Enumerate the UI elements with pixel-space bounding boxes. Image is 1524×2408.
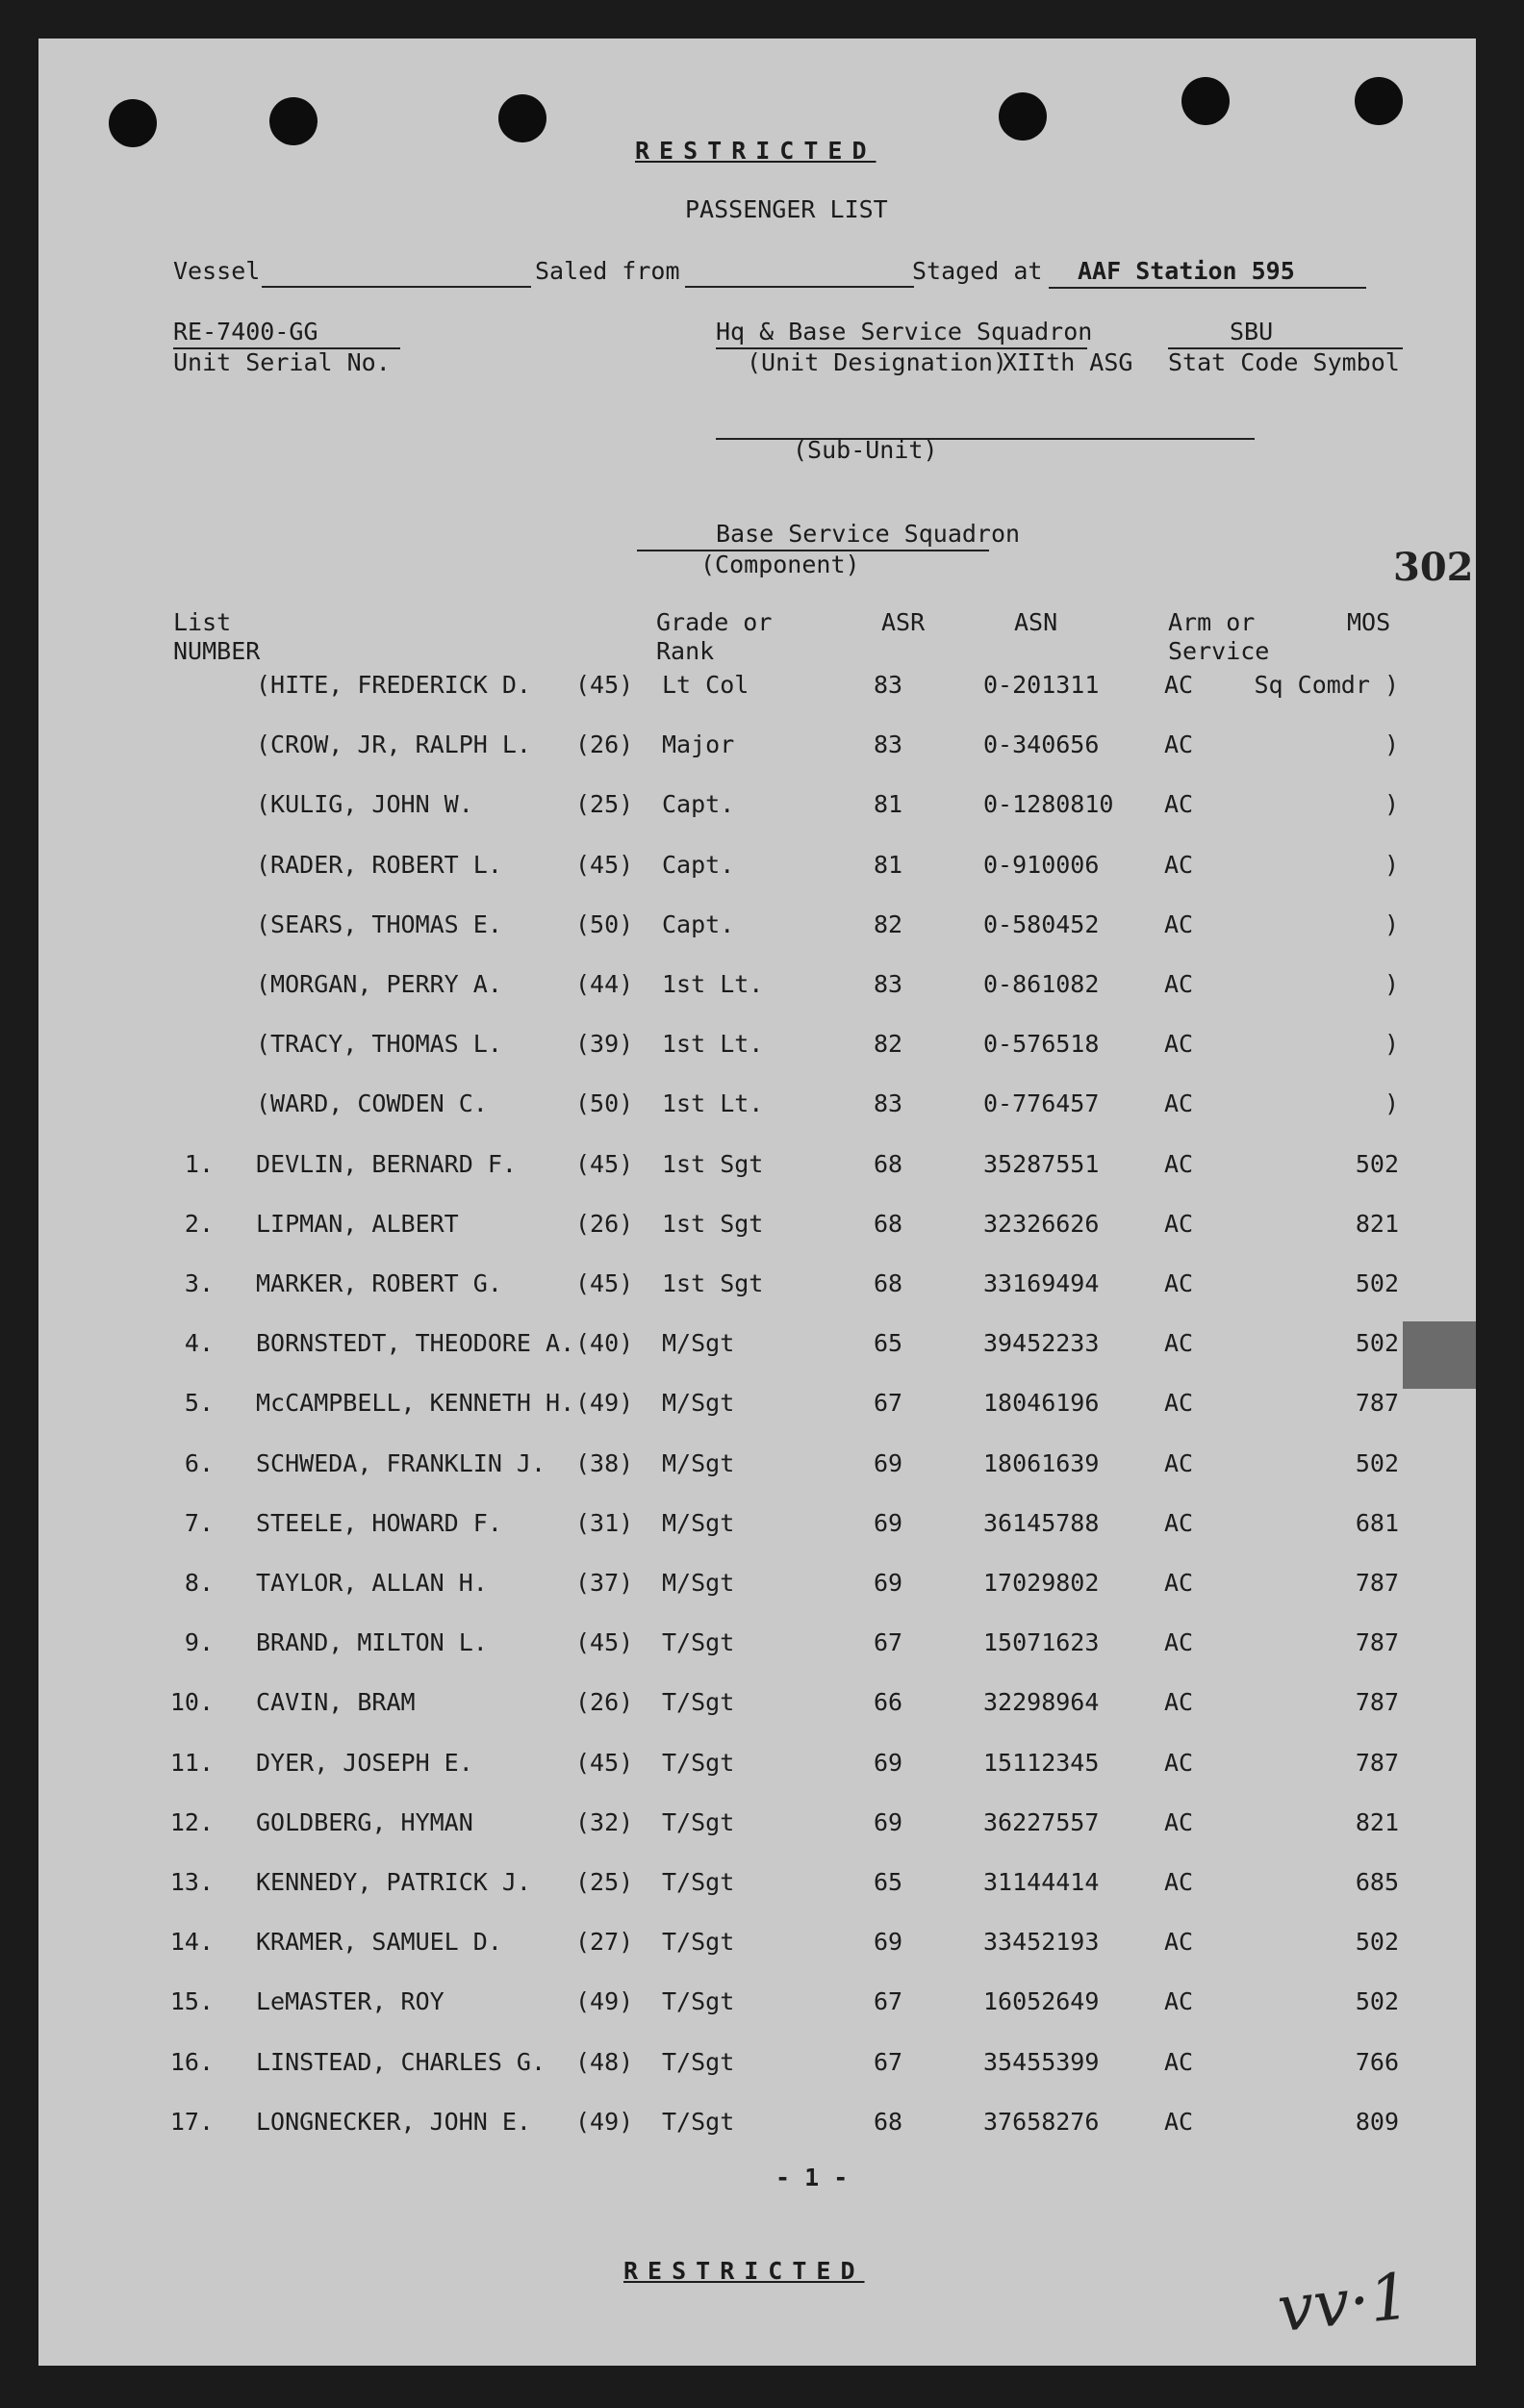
col-header-asn: ASN [1014,608,1058,636]
row-grade: M/Sgt [662,1509,735,1537]
row-mos: 809 [1355,2108,1399,2136]
row-arm: AC [1164,1269,1194,1297]
row-mos: 821 [1355,1808,1399,1836]
row-asr: 67 [874,1389,903,1417]
row-age: (26) [575,730,634,758]
row-arm: AC [1164,1449,1194,1477]
row-mos: 502 [1355,1329,1399,1357]
index-tab [1403,1321,1476,1389]
row-age: (45) [575,671,634,699]
row-age: (31) [575,1509,634,1537]
row-asn: 0-576518 [983,1030,1100,1058]
row-asr: 83 [874,970,903,998]
unit-designation-value: Hq & Base Service Squadron [716,318,1093,346]
row-name: DEVLIN, BERNARD F. [256,1150,517,1178]
row-name: MARKER, ROBERT G. [256,1269,502,1297]
classification-top: RESTRICTED [635,137,876,165]
row-arm: AC [1164,1928,1194,1956]
row-arm: AC [1164,851,1194,879]
row-mos: 502 [1355,1449,1399,1477]
row-grade: T/Sgt [662,1688,735,1716]
row-asr: 69 [874,1449,903,1477]
row-asn: 0-340656 [983,730,1100,758]
row-grade: T/Sgt [662,2048,735,2076]
row-asr: 81 [874,851,903,879]
row-asr: 69 [874,1808,903,1836]
row-arm: AC [1164,1628,1194,1656]
row-arm: AC [1164,730,1194,758]
row-list-number: 11. [169,1749,214,1777]
unit-serial-label: Unit Serial No. [173,348,391,376]
stat-code-label: Stat Code Symbol [1168,348,1400,376]
row-arm: AC [1164,2048,1194,2076]
row-mos: 502 [1355,1928,1399,1956]
row-arm: AC [1164,2108,1194,2136]
row-age: (49) [575,1987,634,2015]
row-asr: 82 [874,910,903,938]
sailed-from-label: Saled from [535,257,680,285]
row-grade: T/Sgt [662,1868,735,1896]
row-name: BRAND, MILTON L. [256,1628,488,1656]
row-asr: 83 [874,730,903,758]
row-asn: 31144414 [983,1868,1100,1896]
unit-designation-label: (Unit Designation) [747,348,1007,376]
row-grade: T/Sgt [662,1987,735,2015]
staged-at-field-line [1049,287,1366,289]
row-list-number: 13. [169,1868,214,1896]
row-mos: 681 [1355,1509,1399,1537]
row-name: LIPMAN, ALBERT [256,1210,459,1238]
row-asn: 0-201311 [983,671,1100,699]
row-list-number: 5. [184,1389,214,1417]
row-grade: Lt Col [662,671,749,699]
stat-code-value: SBU [1230,318,1274,346]
row-grade: 1st Sgt [662,1150,764,1178]
row-asn: 39452233 [983,1329,1100,1357]
row-list-number: 7. [184,1509,214,1537]
row-asr: 68 [874,1269,903,1297]
row-asn: 33169494 [983,1269,1100,1297]
row-asn: 0-580452 [983,910,1100,938]
row-age: (48) [575,2048,634,2076]
col-header-list: List [173,608,232,636]
row-asn: 16052649 [983,1987,1100,2015]
col-header-arm: Arm or [1168,608,1256,636]
row-list-number: 2. [184,1210,214,1238]
row-list-number: 1. [184,1150,214,1178]
row-mos: 787 [1355,1628,1399,1656]
row-list-number: 9. [184,1628,214,1656]
row-grade: M/Sgt [662,1389,735,1417]
binder-hole [109,99,157,147]
row-grade: 1st Lt. [662,1089,764,1117]
row-grade: Capt. [662,790,735,818]
row-arm: AC [1164,1089,1194,1117]
row-arm: AC [1164,910,1194,938]
row-arm: AC [1164,1987,1194,2015]
row-asn: 32326626 [983,1210,1100,1238]
row-grade: T/Sgt [662,1808,735,1836]
row-asn: 36227557 [983,1808,1100,1836]
row-asr: 65 [874,1329,903,1357]
row-name: (KULIG, JOHN W. [256,790,473,818]
row-list-number: 15. [169,1987,214,2015]
row-name: KENNEDY, PATRICK J. [256,1868,531,1896]
row-grade: Capt. [662,910,735,938]
row-age: (32) [575,1808,634,1836]
row-asr: 68 [874,2108,903,2136]
row-mos: ) [1384,910,1399,938]
row-mos: ) [1384,790,1399,818]
row-asn: 32298964 [983,1688,1100,1716]
row-asr: 81 [874,790,903,818]
row-arm: AC [1164,1329,1194,1357]
row-grade: M/Sgt [662,1449,735,1477]
handwritten-signature: vv·1 [1274,2259,1414,2346]
row-name: (CROW, JR, RALPH L. [256,730,531,758]
row-age: (45) [575,1269,634,1297]
row-name: DYER, JOSEPH E. [256,1749,473,1777]
row-arm: AC [1164,1210,1194,1238]
row-asn: 35287551 [983,1150,1100,1178]
col-header-asr: ASR [881,608,926,636]
row-age: (37) [575,1569,634,1597]
binder-hole [498,94,546,142]
row-age: (45) [575,1749,634,1777]
row-age: (26) [575,1210,634,1238]
row-asn: 18046196 [983,1389,1100,1417]
unit-designation-suffix: XIIth ASG [1003,348,1133,376]
row-mos: 502 [1355,1269,1399,1297]
row-asr: 67 [874,1628,903,1656]
row-age: (45) [575,1150,634,1178]
row-arm: AC [1164,1030,1194,1058]
row-age: (26) [575,1688,634,1716]
row-mos: ) [1384,970,1399,998]
component-value: Base Service Squadron [716,520,1021,548]
row-age: (45) [575,851,634,879]
staged-at-label: Staged at [912,257,1043,285]
row-grade: Capt. [662,851,735,879]
row-list-number: 12. [169,1808,214,1836]
row-list-number: 16. [169,2048,214,2076]
component-label: (Component) [700,551,860,578]
row-age: (25) [575,1868,634,1896]
row-asn: 15071623 [983,1628,1100,1656]
row-arm: AC [1164,1868,1194,1896]
row-grade: M/Sgt [662,1569,735,1597]
row-asr: 69 [874,1569,903,1597]
row-grade: T/Sgt [662,2108,735,2136]
row-asn: 0-910006 [983,851,1100,879]
row-grade: 1st Sgt [662,1269,764,1297]
row-asn: 18061639 [983,1449,1100,1477]
row-age: (50) [575,1089,634,1117]
row-arm: AC [1164,1749,1194,1777]
row-mos: Sq Comdr ) [1254,671,1399,699]
col-header-rank: Rank [656,637,715,665]
col-header-service: Service [1168,637,1270,665]
row-age: (40) [575,1329,634,1357]
row-age: (25) [575,790,634,818]
row-grade: 1st Lt. [662,970,764,998]
row-asr: 83 [874,671,903,699]
row-name: (TRACY, THOMAS L. [256,1030,502,1058]
row-asr: 82 [874,1030,903,1058]
row-name: LINSTEAD, CHARLES G. [256,2048,546,2076]
row-arm: AC [1164,1509,1194,1537]
row-arm: AC [1164,790,1194,818]
row-name: (WARD, COWDEN C. [256,1089,488,1117]
row-name: (HITE, FREDERICK D. [256,671,531,699]
row-name: KRAMER, SAMUEL D. [256,1928,502,1956]
row-name: GOLDBERG, HYMAN [256,1808,473,1836]
row-mos: 787 [1355,1749,1399,1777]
binder-hole [1181,77,1230,125]
row-asn: 36145788 [983,1509,1100,1537]
row-grade: Major [662,730,735,758]
row-mos: ) [1384,1030,1399,1058]
row-asr: 66 [874,1688,903,1716]
row-name: McCAMPBELL, KENNETH H. [256,1389,575,1417]
row-arm: AC [1164,1150,1194,1178]
binder-hole [999,92,1047,141]
page-number: - 1 - [775,2164,849,2191]
vessel-label: Vessel [173,257,261,285]
unit-serial-value: RE-7400-GG [173,318,318,346]
row-asr: 67 [874,1987,903,2015]
row-asr: 65 [874,1868,903,1896]
document-page [38,38,1476,2366]
row-list-number: 17. [169,2108,214,2136]
page-stamp-number: 302 [1393,545,1474,590]
row-mos: 821 [1355,1210,1399,1238]
row-list-number: 10. [169,1688,214,1716]
row-age: (49) [575,2108,634,2136]
row-name: (RADER, ROBERT L. [256,851,502,879]
row-grade: 1st Lt. [662,1030,764,1058]
col-header-mos: MOS [1347,608,1391,636]
row-mos: 787 [1355,1569,1399,1597]
row-name: STEELE, HOWARD F. [256,1509,502,1537]
row-name: BORNSTEDT, THEODORE A. [256,1329,575,1357]
row-age: (38) [575,1449,634,1477]
row-asn: 15112345 [983,1749,1100,1777]
row-age: (44) [575,970,634,998]
row-mos: 766 [1355,2048,1399,2076]
row-arm: AC [1164,671,1194,699]
row-asn: 35455399 [983,2048,1100,2076]
row-age: (49) [575,1389,634,1417]
classification-bottom: RESTRICTED [623,2257,865,2285]
binder-hole [269,97,318,145]
row-name: (MORGAN, PERRY A. [256,970,502,998]
staged-at-field: AAF Station 595 [1078,257,1295,285]
row-grade: T/Sgt [662,1928,735,1956]
row-grade: T/Sgt [662,1628,735,1656]
row-mos: 502 [1355,1987,1399,2015]
sub-unit-label: (Sub-Unit) [793,436,938,464]
row-arm: AC [1164,970,1194,998]
row-list-number: 8. [184,1569,214,1597]
row-mos: 787 [1355,1389,1399,1417]
row-asr: 69 [874,1749,903,1777]
row-name: SCHWEDA, FRANKLIN J. [256,1449,546,1477]
row-arm: AC [1164,1808,1194,1836]
row-mos: ) [1384,730,1399,758]
row-mos: ) [1384,851,1399,879]
row-asn: 0-861082 [983,970,1100,998]
row-age: (39) [575,1030,634,1058]
document-title: PASSENGER LIST [685,195,888,223]
row-asn: 37658276 [983,2108,1100,2136]
row-name: (SEARS, THOMAS E. [256,910,502,938]
row-asr: 83 [874,1089,903,1117]
row-name: LeMASTER, ROY [256,1987,444,2015]
col-header-grade: Grade or [656,608,773,636]
row-arm: AC [1164,1688,1194,1716]
row-asr: 67 [874,2048,903,2076]
row-arm: AC [1164,1389,1194,1417]
row-name: LONGNECKER, JOHN E. [256,2108,531,2136]
row-asr: 68 [874,1150,903,1178]
row-asn: 0-776457 [983,1089,1100,1117]
row-asr: 69 [874,1928,903,1956]
row-age: (45) [575,1628,634,1656]
row-list-number: 6. [184,1449,214,1477]
row-asr: 69 [874,1509,903,1537]
row-age: (50) [575,910,634,938]
vessel-field-line [262,286,531,288]
row-grade: M/Sgt [662,1329,735,1357]
row-list-number: 4. [184,1329,214,1357]
row-name: CAVIN, BRAM [256,1688,416,1716]
binder-hole [1355,77,1403,125]
col-header-number: NUMBER [173,637,261,665]
row-name: TAYLOR, ALLAN H. [256,1569,488,1597]
row-age: (27) [575,1928,634,1956]
row-mos: 502 [1355,1150,1399,1178]
row-mos: ) [1384,1089,1399,1117]
row-grade: T/Sgt [662,1749,735,1777]
row-mos: 685 [1355,1868,1399,1896]
row-list-number: 14. [169,1928,214,1956]
row-asn: 17029802 [983,1569,1100,1597]
sailed-from-field-line [685,286,914,288]
row-list-number: 3. [184,1269,214,1297]
row-asn: 33452193 [983,1928,1100,1956]
row-grade: 1st Sgt [662,1210,764,1238]
row-mos: 787 [1355,1688,1399,1716]
row-asr: 68 [874,1210,903,1238]
row-asn: 0-1280810 [983,790,1114,818]
row-arm: AC [1164,1569,1194,1597]
